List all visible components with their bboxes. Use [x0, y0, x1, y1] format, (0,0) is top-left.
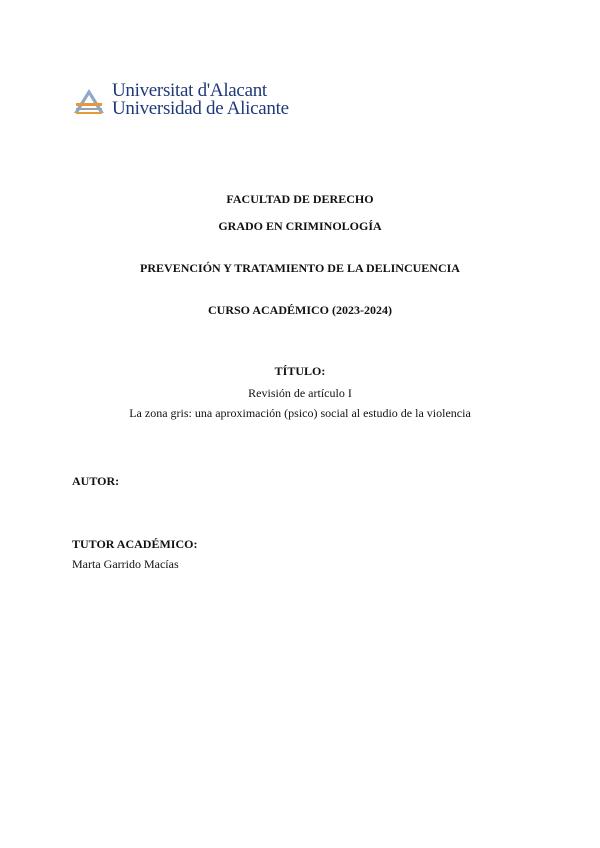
logo-text: [112, 82, 289, 118]
logo-stripe-orange: [76, 103, 102, 106]
logo-stripe-gray: [76, 108, 102, 110]
tutor-label: TUTOR ACADÉMICO:: [72, 537, 198, 551]
faculty-heading: FACULTAD DE DERECHO: [226, 192, 374, 206]
author-label: AUTOR:: [72, 474, 120, 488]
degree-heading: GRADO EN CRIMINOLOGÍA: [218, 219, 382, 233]
title-line-2: La zona gris: una aproximación (psico) social al estudio de la violencia: [129, 406, 471, 420]
subject-heading: PREVENCIÓN Y TRATAMIENTO DE LA DELINCUENCIA: [140, 261, 460, 275]
title-line-1: Revisión de artículo I: [248, 386, 352, 400]
tutor-name: Marta Garrido Macías: [72, 557, 179, 571]
title-label: TÍTULO:: [274, 364, 326, 378]
logo-stripe-orange-bottom: [76, 112, 102, 114]
university-logo-mark-icon: [72, 83, 106, 117]
university-logo: [72, 82, 289, 118]
logo-line-valencian: Universitat d'Alacant: [112, 80, 267, 101]
academic-year-heading: CURSO ACADÉMICO (2023-2024): [208, 303, 392, 317]
logo-mark-svg: [72, 83, 106, 117]
logo-line-spanish: Universidad de Alicante: [112, 98, 289, 119]
